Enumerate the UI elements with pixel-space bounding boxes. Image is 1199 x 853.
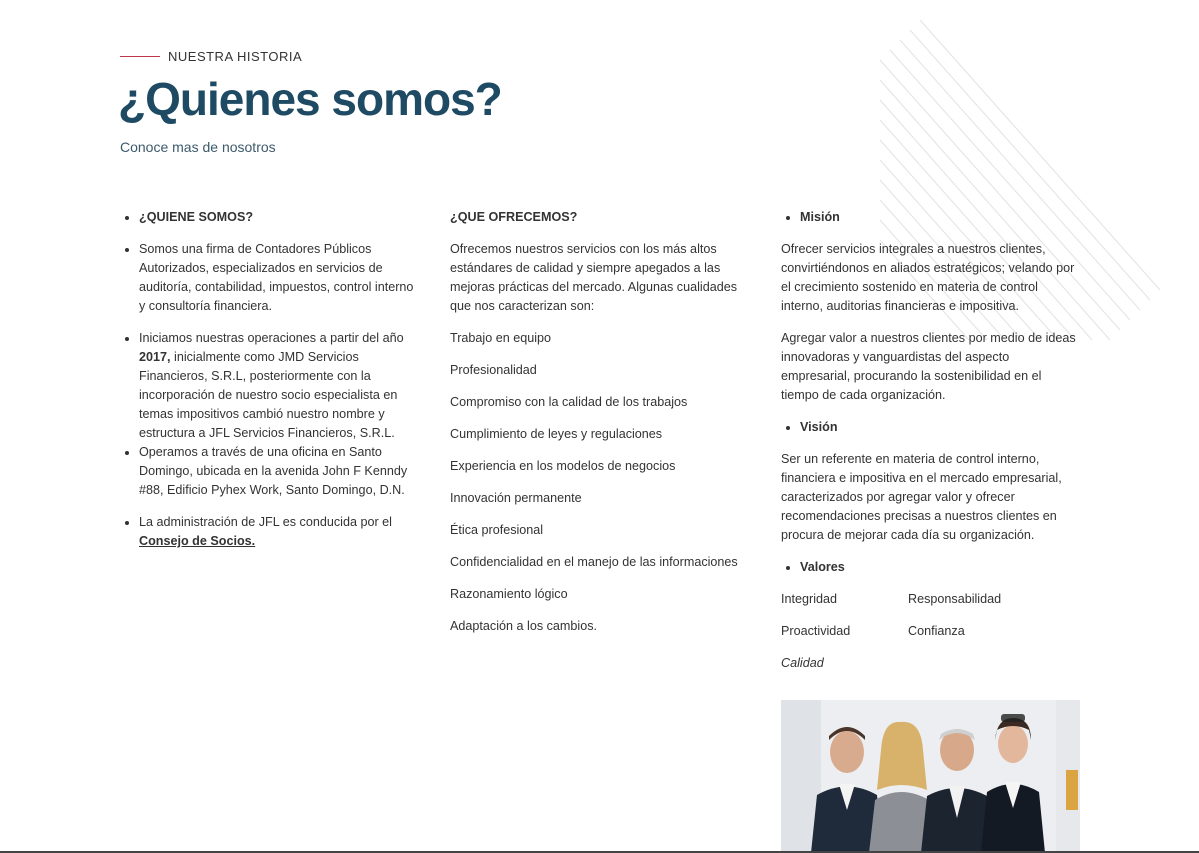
mission-text-2: Agregar valor a nuestros clientes por medio de ideas innovadoras y vanguardistas del aspecto empresarial, procurando la sostenibilidad en el tiempo de cada organización. xyxy=(781,331,1076,402)
value-item: Calidad xyxy=(781,656,824,670)
values-heading-list xyxy=(781,558,1081,577)
what-we-offer-column xyxy=(450,208,750,649)
value-item: Confianza xyxy=(908,624,965,638)
team-photo xyxy=(781,700,1080,853)
list-item: • Somos una firma de Contadores Públicos Autorizados, especializados en servicios de auditoría, contabilidad, impuestos, control interno y consultoría financiera. xyxy=(139,240,415,316)
quality-item: Cumplimiento de leyes y regulaciones xyxy=(450,427,663,441)
page-title: ¿Quienes somos? xyxy=(118,73,502,125)
who-we-are-heading xyxy=(139,208,415,227)
mission-text: Ofrecer servicios integrales a nuestros clientes, convirtiéndonos en aliados estratégicos; velando por el crecimiento sostenido en materia de control interno, auditorias financieras e impositiva. xyxy=(781,242,1075,313)
mission-heading-list xyxy=(781,208,1081,227)
quality-item: Innovación permanente xyxy=(450,491,582,505)
mission-vision-column xyxy=(781,208,1081,686)
values-row xyxy=(781,622,1081,641)
history-year: 2017, xyxy=(139,350,171,364)
quality-item: Compromiso con la calidad de los trabajos xyxy=(450,395,688,409)
values-row xyxy=(781,654,1081,673)
history-text: Iniciamos nuestras operaciones a partir del año xyxy=(139,331,404,345)
who-we-are-heading-text: ¿QUIENE SOMOS? xyxy=(139,210,254,224)
eyebrow-accent-line xyxy=(120,56,160,57)
what-we-offer-heading: ¿QUE OFRECEMOS? xyxy=(450,210,578,224)
eyebrow-text: NUESTRA HISTORIA xyxy=(168,48,303,64)
vision-heading-list xyxy=(781,418,1081,437)
quality-item: Experiencia en los modelos de negocios xyxy=(450,459,676,473)
history-text-cont: inicialmente como JMD Servicios Financieros, S.R.L, posteriormente con la incorporación de nuestro socio especialista en temas impositivos cambió nuestro nombre y estructura a JFL Servicios Financieros, S.R.L. xyxy=(139,350,398,440)
value-item: Proactividad xyxy=(781,624,851,638)
quality-item: Profesionalidad xyxy=(450,363,537,377)
value-item: Responsabilidad xyxy=(908,592,1002,606)
values-row xyxy=(781,590,1081,609)
admin-text: La administración de JFL es conducida por el xyxy=(139,515,392,529)
team-photo-illustration xyxy=(781,700,1080,853)
who-we-are-list xyxy=(120,208,415,551)
quality-item: Confidencialidad en el manejo de las informaciones xyxy=(450,555,738,569)
quality-item: Adaptación a los cambios. xyxy=(450,619,598,633)
page-subtitle: Conoce mas de nosotros xyxy=(120,139,276,155)
value-item: Integridad xyxy=(781,592,838,606)
mission-heading: • Misión xyxy=(800,208,1081,227)
vision-heading: • Visión xyxy=(800,418,1081,437)
values-heading: • Valores xyxy=(800,558,1081,577)
list-item xyxy=(139,513,415,551)
list-item: • Operamos a través de una oficina en Santo Domingo, ubicada en la avenida John F Kenndy #88, Edificio Pyhex Work, Santo Domingo, D.N. xyxy=(139,443,415,500)
what-we-offer-intro: Ofrecemos nuestros servicios con los más altos estándares de calidad y siempre apegados a las mejoras prácticas del mercado. Algunas cualidades que nos caracterizan son: xyxy=(450,242,738,313)
partners-council-link[interactable]: Consejo de Socios. xyxy=(139,534,256,548)
quality-item: Trabajo en equipo xyxy=(450,331,552,345)
who-we-are-column xyxy=(120,208,415,564)
quality-item: Ética profesional xyxy=(450,523,544,537)
list-item xyxy=(139,329,415,443)
quality-item: Razonamiento lógico xyxy=(450,587,568,601)
vision-text: Ser un referente en materia de control interno, financiera e impositiva en el mercado empresarial, caracterizados por agregar valor y ofrecer recomendaciones precisas a nuestros clientes en procura de mejorar cada día su organización. xyxy=(781,452,1062,542)
section-eyebrow xyxy=(120,47,302,65)
